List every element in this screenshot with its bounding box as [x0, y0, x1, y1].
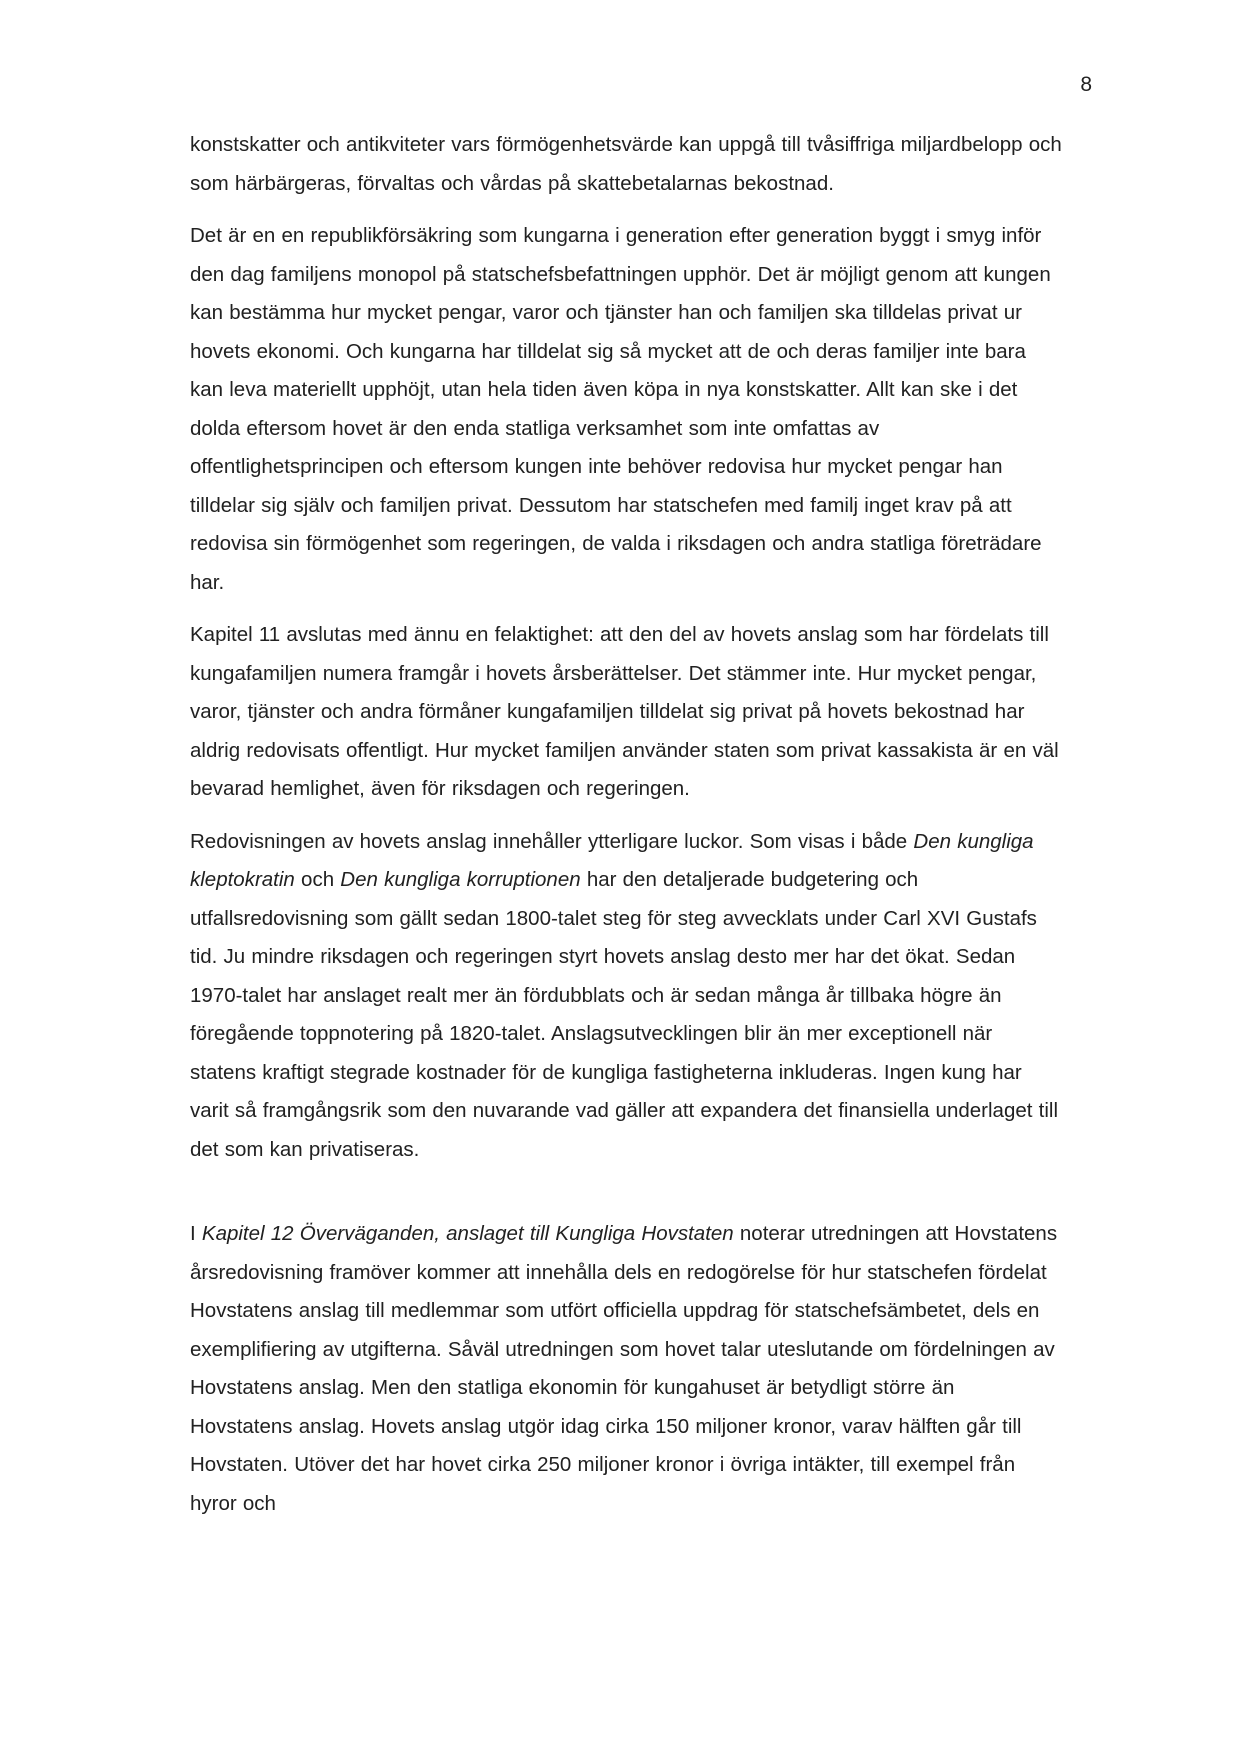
- text-run: har den detaljerade budgetering och utfallsredovisning som gällt sedan 1800-talet steg för steg avvecklats under Carl XVI Gustafs tid. Ju mindre riksdagen och regeringen styrt hovets anslag desto mer har det ökat. Sedan 1970-talet har anslaget realt mer än fördubblats och är sedan många år tillbaka högre än föregående toppnotering på 1820-talet. Anslagsutvecklingen blir än mer exceptionell när statens kraftigt stegrade kostnader för de kungliga fastigheterna inkluderas. Ingen kung har varit så framgångsrik som den nuvarande vad gäller att expandera det finansiella underlaget till det som kan privatiseras.: [190, 868, 1059, 1161]
- paragraph: [190, 616, 1062, 809]
- text-run: Redovisningen av hovets anslag innehåller ytterligare luckor. Som visas i både: [190, 829, 914, 853]
- italic-text-run: Den kungliga korruptionen: [340, 868, 581, 891]
- paragraph: [190, 126, 1062, 203]
- text-run: Kapitel 11 avslutas med ännu en felaktighet: att den del av hovets anslag som har fördelats till kungafamiljen numera framgår i hovets årsberättelser. Det stämmer inte. Hur mycket pengar, varor, tjänster och andra förmåner kungafamiljen tilldelat sig privat på hovets bekostnad har aldrig redovisats offentligt. Hur mycket familjen använder staten som privat kassakista är en väl bevarad hemlighet, även för riksdagen och regeringen.: [190, 623, 1059, 800]
- paragraph: [190, 1215, 1062, 1523]
- italic-text-run: Kapitel 12 Överväganden, anslaget till Kungliga Hovstaten: [201, 1222, 734, 1245]
- paragraph: [190, 217, 1062, 602]
- text-run: I: [190, 1222, 202, 1245]
- italic-text-run: Den kungliga kleptokratin: [190, 829, 1034, 891]
- page-number: 8: [1080, 73, 1092, 96]
- document-body: [190, 126, 1062, 1537]
- text-run: Det är en en republikförsäkring som kungarna i generation efter generation byggt i smyg inför den dag familjens monopol på statschefsbefattningen upphör. Det är möjligt genom att kungen kan bestämma hur mycket pengar, varor och tjänster han och familjen ska tilldelas privat ur hovets ekonomi. Och kungarna har tilldelat sig så mycket att de och deras familjer inte bara kan leva materiellt upphöjt, utan hela tiden även köpa in nya konstskatter. Allt kan ske i det dolda eftersom hovet är den enda statliga verksamhet som inte omfattas av offentlighetsprincipen och eftersom kungen inte behöver redovisa hur mycket pengar han tilldelar sig själv och familjen privat. Dessutom har statschefen med familj inget krav på att redovisa sin förmögenhet som regeringen, de valda i riksdagen och andra statliga företrädare har.: [190, 224, 1051, 594]
- text-run: noterar utredningen att Hovstatens årsredovisning framöver kommer att innehålla dels en redogörelse för hur statschefen fördelat Hovstatens anslag till medlemmar som utfört officiella uppdrag för statschefsämbetet, dels en exemplifiering av utgifterna. Såväl utredningen som hovet talar uteslutande om fördelningen av Hovstatens anslag. Men den statliga ekonomin för kungahuset är betydligt större än Hovstatens anslag. Hovets anslag utgör idag cirka 150 miljoner kronor, varav hälften går till Hovstaten. Utöver det har hovet cirka 250 miljoner kronor i övriga intäkter, till exempel från hyror och: [190, 1222, 1058, 1515]
- text-run: konstskatter och antikviteter vars förmögenhetsvärde kan uppgå till tvåsiffriga miljardbelopp och som härbärgeras, förvaltas och vårdas på skattebetalarnas bekostnad.: [190, 133, 1062, 195]
- paragraph: [190, 823, 1062, 1170]
- text-run: och: [294, 868, 341, 891]
